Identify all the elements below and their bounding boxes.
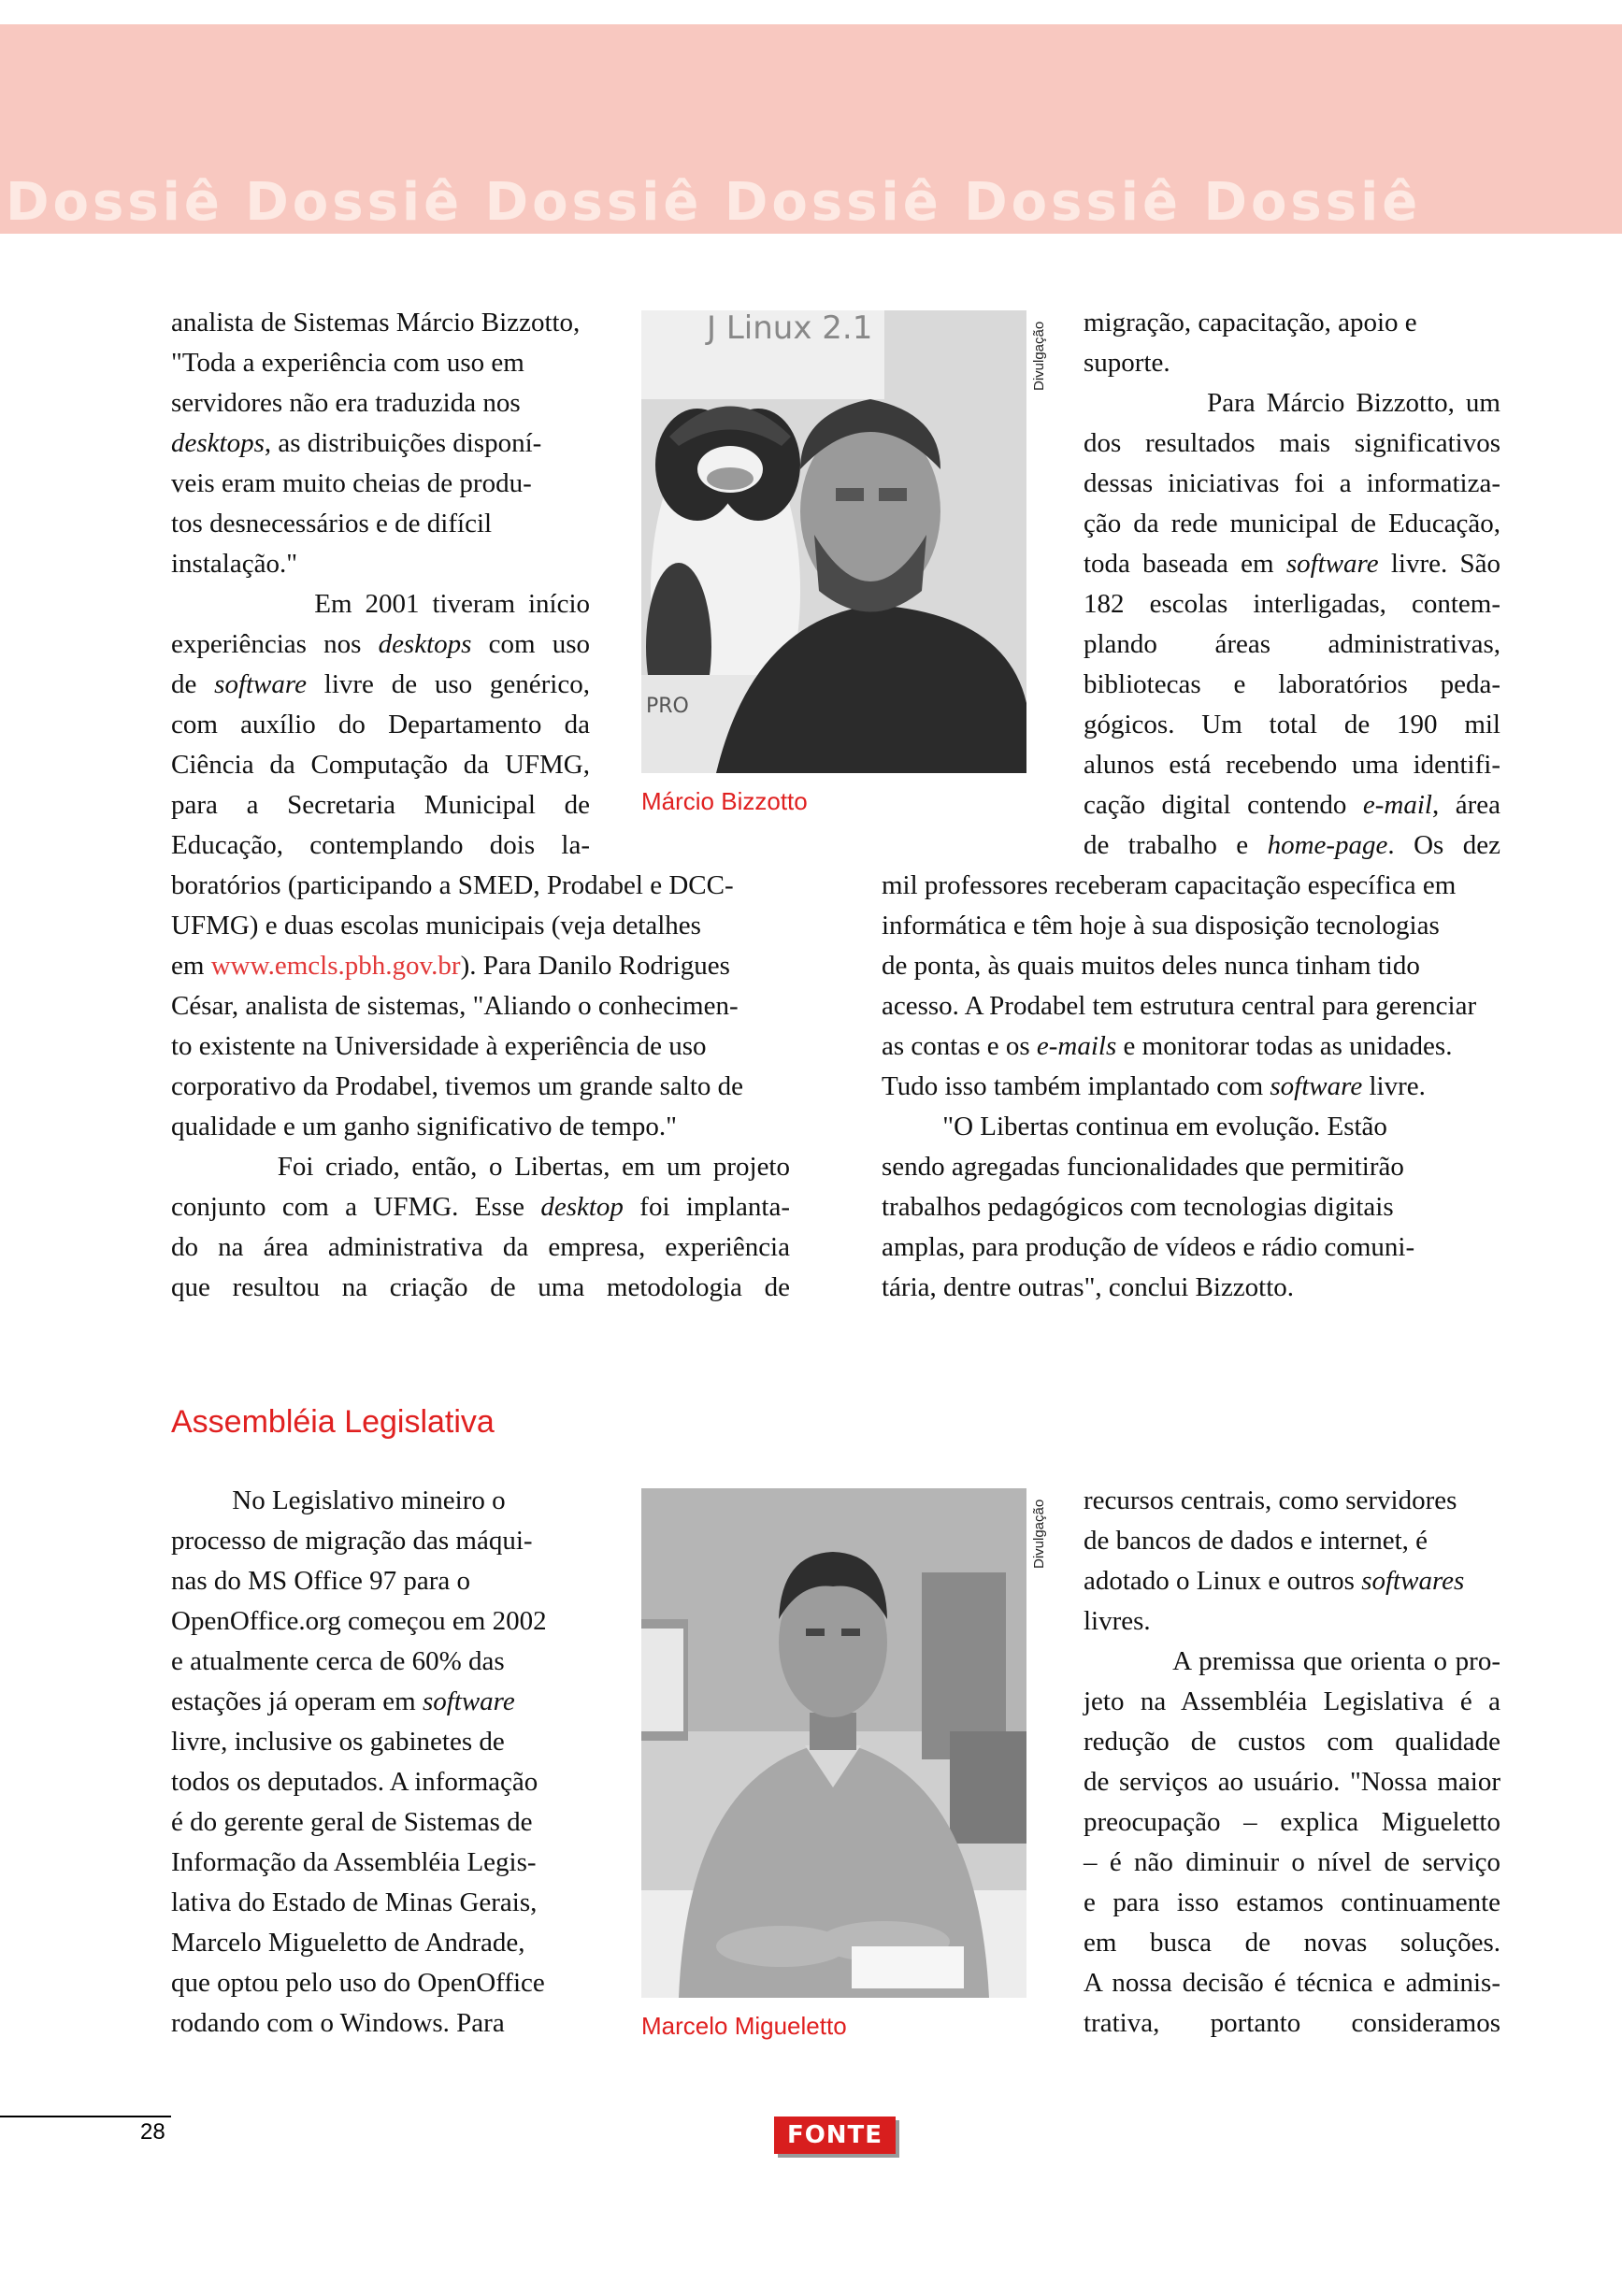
s1-right-para-1: migração, capacitação, apoio e suporte.: [1084, 308, 1417, 378]
s1-right-para-2: Para Márcio Bizzotto, um dos resultados mais significativos dessas iniciativas foi a informatiza- ção da rede municipal de Educação, toda baseada em software livre. São 182 escolas interligadas, contem- plando áreas administrativas, bibliotecas e laboratórios peda- gógicos. Um total de 190 mil alunos está recebendo uma identifi- cação digital contendo e-mail, área de trabalho e home-page. Os dez: [1084, 388, 1500, 860]
s2-right-para-1: recursos centrais, como servidores de bancos de dados e internet, é adotado o Linux e outros softwares livres.: [1084, 1485, 1465, 1636]
s1-right-wide-para-2: "O Libertas continua em evolução. Estão sendo agregadas funcionalidades que permitirão trabalhos pedagógicos com tecnologias digitais amplas, para produção de vídeos e rádio comuni- tária, dentre outras", conclui Bizzotto.: [882, 1112, 1415, 1302]
s1-left-para-2: Em 2001 tiveram início experiências nos desktops com uso de software livre de uso genérico, com auxílio do Departamento da Ciência da Computação da UFMG, para a Secretaria Municipal de Educação, contemplando dois la-: [171, 589, 591, 860]
s1-left-wide-para-2: Foi criado, então, o Libertas, em um projeto conjunto com a UFMG. Esse desktop foi implanta- do na área administrativa da empresa, experiência que resultou na criação de uma metodologia de: [171, 1152, 790, 1302]
portrait-man-with-penguin-image: [641, 310, 1026, 773]
svg-text:J Linux 2.1: J Linux 2.1: [707, 310, 873, 347]
s1-right-wide-para-1: mil professores receberam capacitação específica em informática e têm hoje à sua disposição tecnologias de ponta, às quais muitos deles nunca tinham tido acesso. A Prodabel tem estrutura central para gerenciar as contas e os e-mails e monitorar todas as unidades. Tudo isso também implantado com software livre.: [882, 870, 1477, 1101]
page-number: 28: [140, 2119, 165, 2145]
s2-right-para-2: A premissa que orienta o pro- jeto na Assembléia Legislativa é a redução de custos com qualidade de serviços ao usuário. "Nossa maior preocupação – explica Migueletto – é não diminuir o nível de serviço e para isso estamos continuamente em busca de novas soluções. A nossa decisão é técnica e adminis- trativa, portanto consideramos: [1084, 1646, 1500, 2038]
s1-left-wide-para-1: boratórios (participando a SMED, Prodabel e DCC- UFMG) e duas escolas municipais (veja detalhes em www.emcls.pbh.gov.br). Para Danilo Rodrigues César, analista de sistemas, "Aliando o conhecimen- to existente na Universidade à experiência de uso corporativo da Prodabel, tivemos um grande salto de qualidade e um ganho significativo de tempo.": [171, 870, 744, 1141]
marcio-bizzotto-photo: [641, 310, 1026, 773]
s1-left-para-1: analista de Sistemas Márcio Bizzotto, "Toda a experiência com uso em servidores não era traduzida nos desktops, as distribuições disponí- veis eram muito cheias de produ- tos desnecessários e de difícil instalação.": [171, 308, 581, 579]
fonte-logo: FONTE: [774, 2117, 896, 2154]
footer-rule: [0, 2116, 171, 2117]
s2-left-para-1: No Legislativo mineiro o processo de migração das máqui- nas do MS Office 97 para o OpenOffice.org começou em 2002 e atualmente cerca de 60% das estações já operam em software livre, inclusive os gabinetes de todos os deputados. A informação é do gerente geral de Sistemas de Informação da Assembléia Legis- lativa do Estado de Minas Gerais, Marcelo Migueletto de Andrade, que optou pelo uso do OpenOffice rodando com o Windows. Para: [171, 1485, 547, 2038]
photo-credit-1: Divulgação: [1031, 321, 1047, 391]
photo-credit-2: Divulgação: [1031, 1499, 1047, 1569]
banner-text: Dossiê Dossiê Dossiê Dossiê Dossiê Dossiê: [6, 172, 1422, 233]
dossie-banner: [0, 24, 1622, 234]
photo-caption-1: Márcio Bizzotto: [641, 787, 808, 815]
marcelo-migueletto-photo: [641, 1488, 1026, 1998]
section-heading: Assembléia Legislativa: [171, 1404, 495, 1440]
photo-caption-2: Marcelo Migueletto: [641, 2012, 847, 2040]
portrait-man-at-desk-image: [641, 1488, 1026, 1998]
svg-text:PRO: PRO: [646, 695, 689, 718]
